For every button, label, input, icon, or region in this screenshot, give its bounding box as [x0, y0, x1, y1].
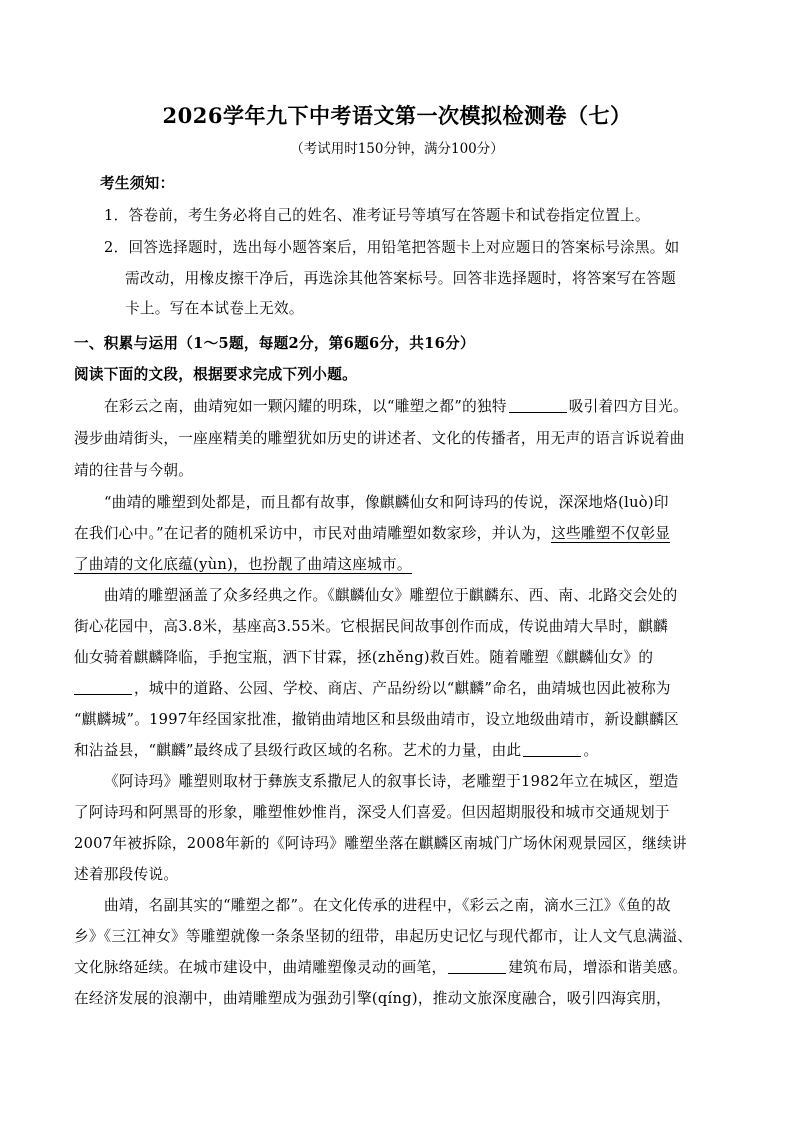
fill-blank-2[interactable]	[74, 679, 132, 695]
passage-line: 《阿诗玛》雕塑则取材于彝族支系撒尼人的叙事长诗，老雕塑于1982年立在城区，塑造	[104, 773, 679, 790]
passage-line: “曲靖的雕塑到处都是，而且都有故事，像麒麟仙女和阿诗玛的传说，深深地烙(luò)印	[104, 494, 669, 511]
passage-line	[104, 395, 688, 416]
passage-text: 。	[583, 742, 599, 759]
notice-heading: 考生须知：	[100, 175, 175, 192]
passage-text: 文化脉络延续。在城市建设中，曲靖雕塑像灵动的画笔，	[74, 959, 447, 976]
passage-line: 曲靖，名副其实的“雕塑之都”。在文化传承的进程中，《彩云之南，滴水三江》《鱼的故	[104, 897, 671, 914]
fill-blank-4[interactable]	[448, 958, 506, 974]
passage-line: 了阿诗玛和阿黑哥的形象，雕塑惟妙惟肖，深受人们喜爱。但因超期服役和城市交通规划于	[74, 804, 670, 821]
passage-line: 曲靖的雕塑涵盖了众多经典之作。《麒麟仙女》雕塑位于麒麟东、西、南、北路交会处的	[104, 587, 678, 604]
passage-line: 乡》《三江神女》等雕塑就像一条条坚韧的纽带，串起历史记忆与现代都市，让人文气息满溢、	[74, 928, 693, 945]
notice-item-2-line-3: 卡上。写在本试卷上无效。	[125, 300, 304, 317]
passage-line: 漫步曲靖街头，一座座精美的雕塑犹如历史的讲述者、文化的传播者，用无声的语言诉说着曲	[74, 430, 685, 447]
passage-line: 靖的往昔与今朝。	[74, 462, 194, 479]
passage-text: 在彩云之南，曲靖宛如一颗闪耀的明珠，以“雕塑之都”的独特	[104, 398, 507, 415]
passage-line	[74, 956, 687, 977]
passage-line	[74, 553, 412, 574]
notice-item-2-line-2: 需改动，用橡皮擦干净后，再选涂其他答案标号。回答非选择题时，将答案写在答题	[125, 270, 677, 287]
passage-line: 述着那段传说。	[74, 866, 179, 883]
passage-text: 建筑布局，增添和谐美感。	[508, 959, 688, 976]
passage-line	[74, 739, 598, 760]
section-1-heading: 一、积累与运用（1～5题，每题2分，第6题6分，共16分）	[74, 335, 475, 352]
passage-text: ，城中的道路、公园、学校、商店、产品纷纷以“麒麟”命名，曲靖城也因此被称为	[134, 680, 671, 697]
passage-text: 和沾益县，“麒麟”最终成了县级行政区域的名称。艺术的力量，由此	[74, 742, 522, 759]
passage-text: 在我们心中。”在记者的随机采访中，市民对曲靖雕塑如数家珍，并认为，	[74, 525, 552, 542]
passage-line: 街心花园中，高3.8米，基座高3.55米。它根据民间故事创作而成，传说曲靖大旱时，麒麟	[74, 618, 668, 635]
passage-line	[74, 522, 670, 543]
notice-item-1: 1．答卷前，考生务必将自己的姓名、准考证号等填写在答题卡和试卷指定位置上。	[104, 207, 650, 224]
passage-line: 在经济发展的浪潮中，曲靖雕塑成为强劲引擎(qíng)，推动文旅深度融合，吸引四海宾朋，	[74, 990, 672, 1007]
passage-line: 仙女骑着麒麟降临，手抱宝瓶，洒下甘霖，拯(zhěng)救百姓。随着雕塑《麒麟仙女》的	[74, 649, 654, 666]
fill-blank-1[interactable]	[509, 397, 567, 413]
exam-subtitle: （考试用时150分钟，满分100分）	[290, 141, 504, 157]
passage-line: 2007年被拆除，2008年新的《阿诗玛》雕塑坐落在麒麟区南城门广场休闲观景园区，继续讲	[74, 835, 687, 852]
passage-line: “麒麟城”。1997年经国家批准，撤销曲靖地区和县级曲靖市，设立地级曲靖市，新设麒麟区	[74, 711, 679, 728]
exam-title: 2026学年九下中考语文第一次模拟检测卷（七）	[162, 103, 632, 128]
fill-blank-3[interactable]	[523, 741, 581, 757]
underlined-sentence: 了曲靖的文化底蕴(yùn)，也扮靓了曲靖这座城市。	[74, 556, 412, 573]
section-1-instruction: 阅读下面的文段，根据要求完成下列小题。	[74, 366, 357, 383]
passage-text: 吸引着四方目光。	[568, 398, 688, 415]
notice-item-2-line-1: 2．回答选择题时，选出每小题答案后，用铅笔把答题卡上对应题日的答案标号涂黑。如	[104, 239, 680, 256]
passage-line	[74, 677, 671, 698]
underlined-sentence: 这些雕塑不仅彰显	[551, 525, 671, 542]
